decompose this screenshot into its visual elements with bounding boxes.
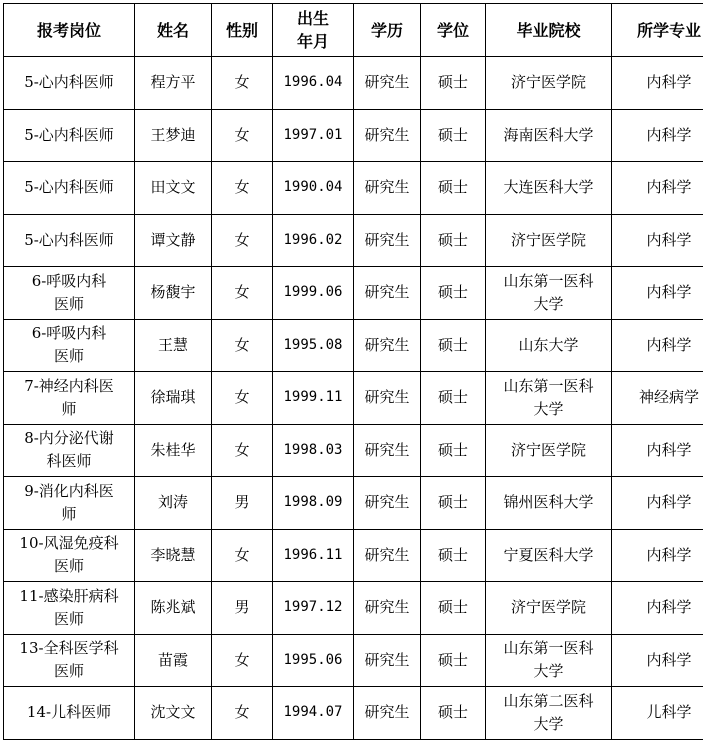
cell-position — [4, 57, 135, 110]
cell-position-line: 6-呼吸内科 — [6, 322, 132, 345]
cell-position-line: 11-感染肝病科 — [6, 585, 132, 608]
cell-major: 内科学 — [612, 319, 703, 372]
cell-position-line: 5-心内科医师 — [6, 176, 132, 199]
cell-school-line: 济宁医学院 — [488, 439, 609, 462]
table-row — [4, 162, 703, 215]
cell-gender: 女 — [212, 57, 273, 110]
cell-name: 杨馥宇 — [135, 267, 212, 320]
cell-degree: 硕士 — [421, 582, 486, 635]
cell-school-line: 山东第一医科 — [488, 270, 609, 293]
cell-major: 内科学 — [612, 529, 703, 582]
cell-position — [4, 267, 135, 320]
cell-major: 儿科学 — [612, 687, 703, 740]
cell-school — [486, 109, 612, 162]
header-position: 报考岗位 — [4, 4, 135, 57]
cell-major: 内科学 — [612, 634, 703, 687]
cell-school-line: 锦州医科大学 — [488, 491, 609, 514]
cell-education: 研究生 — [354, 162, 421, 215]
table-row — [4, 424, 703, 477]
cell-position-line: 5-心内科医师 — [6, 71, 132, 94]
cell-birth: 1998.09 — [273, 477, 354, 530]
cell-gender: 女 — [212, 634, 273, 687]
cell-gender: 男 — [212, 477, 273, 530]
cell-school — [486, 372, 612, 425]
cell-position-line: 6-呼吸内科 — [6, 270, 132, 293]
cell-gender: 女 — [212, 319, 273, 372]
cell-name: 沈文文 — [135, 687, 212, 740]
cell-major: 内科学 — [612, 582, 703, 635]
header-education: 学历 — [354, 4, 421, 57]
cell-position — [4, 109, 135, 162]
table-row — [4, 477, 703, 530]
table-row — [4, 267, 703, 320]
cell-birth: 1994.07 — [273, 687, 354, 740]
cell-position-line: 13-全科医学科 — [6, 637, 132, 660]
cell-name: 刘涛 — [135, 477, 212, 530]
cell-position — [4, 424, 135, 477]
cell-education: 研究生 — [354, 634, 421, 687]
table-row — [4, 319, 703, 372]
cell-birth: 1999.11 — [273, 372, 354, 425]
cell-name: 李晓慧 — [135, 529, 212, 582]
cell-school-line: 大学 — [488, 713, 609, 736]
cell-school — [486, 634, 612, 687]
header-school: 毕业院校 — [486, 4, 612, 57]
cell-school — [486, 424, 612, 477]
cell-school-line: 大学 — [488, 398, 609, 421]
cell-gender: 女 — [212, 687, 273, 740]
cell-school-line: 济宁医学院 — [488, 596, 609, 619]
cell-degree: 硕士 — [421, 267, 486, 320]
cell-education: 研究生 — [354, 267, 421, 320]
cell-degree: 硕士 — [421, 162, 486, 215]
cell-position-line: 5-心内科医师 — [6, 124, 132, 147]
cell-position — [4, 319, 135, 372]
cell-position-line: 14-儿科医师 — [6, 701, 132, 724]
header-gender: 性别 — [212, 4, 273, 57]
cell-position — [4, 529, 135, 582]
cell-gender: 女 — [212, 372, 273, 425]
table-row — [4, 57, 703, 110]
cell-education: 研究生 — [354, 582, 421, 635]
cell-name: 苗霞 — [135, 634, 212, 687]
cell-school — [486, 267, 612, 320]
cell-school — [486, 477, 612, 530]
table-row — [4, 214, 703, 267]
cell-school — [486, 529, 612, 582]
cell-gender: 女 — [212, 424, 273, 477]
cell-education: 研究生 — [354, 372, 421, 425]
cell-name: 王慧 — [135, 319, 212, 372]
table-row — [4, 687, 703, 740]
cell-education: 研究生 — [354, 687, 421, 740]
cell-degree: 硕士 — [421, 424, 486, 477]
cell-school — [486, 162, 612, 215]
cell-school-line: 山东第二医科 — [488, 690, 609, 713]
cell-major: 内科学 — [612, 162, 703, 215]
cell-school-line: 海南医科大学 — [488, 124, 609, 147]
cell-degree: 硕士 — [421, 57, 486, 110]
cell-education: 研究生 — [354, 529, 421, 582]
cell-name: 程方平 — [135, 57, 212, 110]
cell-birth: 1998.03 — [273, 424, 354, 477]
cell-birth: 1995.06 — [273, 634, 354, 687]
cell-birth: 1996.02 — [273, 214, 354, 267]
cell-school-line: 大学 — [488, 660, 609, 683]
header-birth — [273, 4, 354, 57]
cell-degree: 硕士 — [421, 687, 486, 740]
cell-birth: 1990.04 — [273, 162, 354, 215]
cell-position-line: 10-风湿免疫科 — [6, 532, 132, 555]
cell-birth: 1995.08 — [273, 319, 354, 372]
cell-position — [4, 372, 135, 425]
cell-position-line: 师 — [6, 503, 132, 526]
cell-education: 研究生 — [354, 109, 421, 162]
cell-position-line: 医师 — [6, 345, 132, 368]
cell-school-line: 山东第一医科 — [488, 375, 609, 398]
cell-gender: 女 — [212, 162, 273, 215]
cell-birth: 1996.04 — [273, 57, 354, 110]
cell-education: 研究生 — [354, 477, 421, 530]
cell-position-line: 9-消化内科医 — [6, 480, 132, 503]
cell-name: 陈兆斌 — [135, 582, 212, 635]
cell-major: 内科学 — [612, 214, 703, 267]
cell-major: 神经病学 — [612, 372, 703, 425]
cell-position — [4, 582, 135, 635]
header-name: 姓名 — [135, 4, 212, 57]
cell-school-line: 宁夏医科大学 — [488, 544, 609, 567]
cell-major: 内科学 — [612, 267, 703, 320]
cell-school-line: 济宁医学院 — [488, 71, 609, 94]
cell-gender: 女 — [212, 267, 273, 320]
cell-school — [486, 214, 612, 267]
cell-major: 内科学 — [612, 109, 703, 162]
cell-education: 研究生 — [354, 319, 421, 372]
cell-position — [4, 214, 135, 267]
cell-degree: 硕士 — [421, 214, 486, 267]
cell-degree: 硕士 — [421, 109, 486, 162]
cell-position-line: 医师 — [6, 555, 132, 578]
cell-birth: 1999.06 — [273, 267, 354, 320]
cell-name: 王梦迪 — [135, 109, 212, 162]
table-row — [4, 372, 703, 425]
cell-degree: 硕士 — [421, 372, 486, 425]
cell-name: 田文文 — [135, 162, 212, 215]
cell-name: 徐瑞琪 — [135, 372, 212, 425]
cell-position-line: 科医师 — [6, 450, 132, 473]
cell-position-line: 医师 — [6, 608, 132, 631]
cell-name: 朱桂华 — [135, 424, 212, 477]
cell-school-line: 山东大学 — [488, 334, 609, 357]
cell-school — [486, 57, 612, 110]
cell-school — [486, 687, 612, 740]
cell-education: 研究生 — [354, 214, 421, 267]
cell-position-line: 5-心内科医师 — [6, 229, 132, 252]
table-row — [4, 634, 703, 687]
table-row — [4, 582, 703, 635]
cell-position-line: 医师 — [6, 660, 132, 683]
cell-gender: 女 — [212, 214, 273, 267]
cell-position — [4, 477, 135, 530]
cell-position-line: 7-神经内科医 — [6, 375, 132, 398]
cell-school-line: 山东第一医科 — [488, 637, 609, 660]
table-body — [4, 57, 703, 740]
cell-school — [486, 319, 612, 372]
cell-education: 研究生 — [354, 57, 421, 110]
cell-degree: 硕士 — [421, 477, 486, 530]
cell-major: 内科学 — [612, 57, 703, 110]
header-major: 所学专业 — [612, 4, 703, 57]
header-birth-line2: 年月 — [275, 30, 351, 53]
cell-school — [486, 582, 612, 635]
table-row — [4, 109, 703, 162]
cell-position-line: 医师 — [6, 293, 132, 316]
cell-degree: 硕士 — [421, 634, 486, 687]
cell-education: 研究生 — [354, 424, 421, 477]
cell-degree: 硕士 — [421, 529, 486, 582]
candidate-table — [3, 3, 703, 740]
cell-birth: 1997.12 — [273, 582, 354, 635]
cell-school-line: 大学 — [488, 293, 609, 316]
cell-position-line: 8-内分泌代谢 — [6, 427, 132, 450]
cell-gender: 女 — [212, 109, 273, 162]
cell-position-line: 师 — [6, 398, 132, 421]
cell-gender: 女 — [212, 529, 273, 582]
cell-degree: 硕士 — [421, 319, 486, 372]
cell-school-line: 大连医科大学 — [488, 176, 609, 199]
cell-school-line: 济宁医学院 — [488, 229, 609, 252]
cell-birth: 1996.11 — [273, 529, 354, 582]
cell-birth: 1997.01 — [273, 109, 354, 162]
cell-major: 内科学 — [612, 477, 703, 530]
header-degree: 学位 — [421, 4, 486, 57]
cell-position — [4, 687, 135, 740]
header-birth-line1: 出生 — [275, 7, 351, 30]
table-row — [4, 529, 703, 582]
cell-name: 谭文静 — [135, 214, 212, 267]
cell-major: 内科学 — [612, 424, 703, 477]
cell-position — [4, 634, 135, 687]
table-header-row — [4, 4, 703, 57]
cell-gender: 男 — [212, 582, 273, 635]
cell-position — [4, 162, 135, 215]
